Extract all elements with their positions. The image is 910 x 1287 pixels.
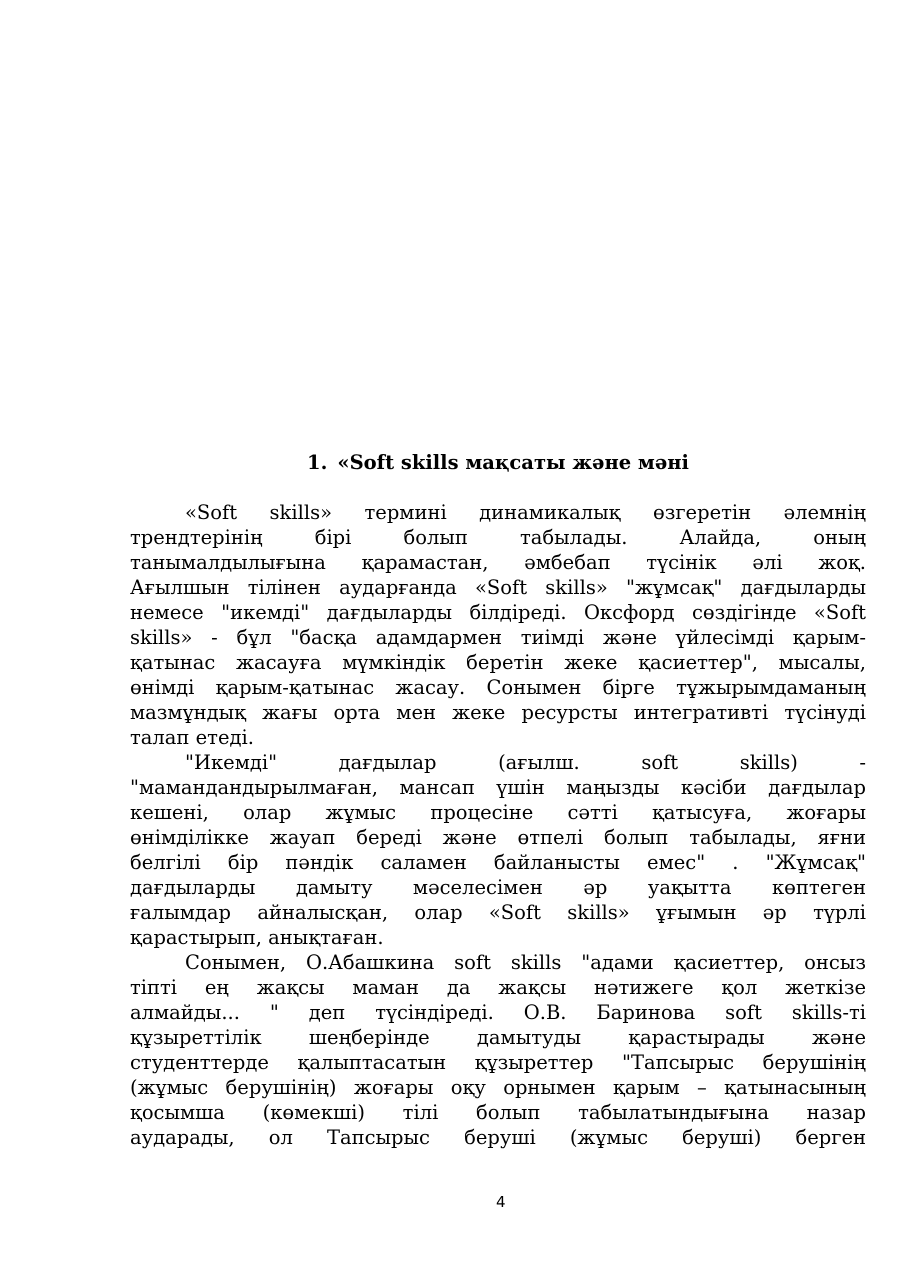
text-line: өнімді қарым-қатынас жасау. Сонымен бірге тұжырымдаманың — [130, 676, 866, 699]
text-line: «Soft skills» термині динамикалық өзгеретін әлемнің — [185, 501, 866, 524]
text-line: кешені, олар жұмыс процесіне сәтті қатысуға, жоғары — [130, 801, 866, 824]
text-line: Ағылшын тілінен аударғанда «Soft skills» "жұмсақ" дағдыларды — [130, 576, 866, 599]
text-line: қатынас жасауға мүмкіндік беретін жеке қасиеттер", мысалы, — [130, 651, 866, 674]
text-line: skills» - бұл "басқа адамдармен тиімді және үйлесімді қарым- — [130, 626, 866, 649]
text-line: немесе "икемді" дағдыларды білдіреді. Оксфорд сөздігінде «Soft — [130, 601, 866, 624]
text-line: (жұмыс берушінің) жоғары оқу орнымен қарым – қатынасының — [130, 1076, 866, 1099]
text-line: өнімділікке жауап береді және өтпелі болып табылады, яғни — [130, 826, 866, 849]
text-line: "Икемді" дағдылар (ағылш. soft skills) - — [185, 751, 866, 774]
section-number: 1. — [307, 451, 328, 474]
section-title: «Soft skills мақсаты және мәні — [337, 451, 689, 474]
text-line: студенттерде қалыптасатын құзыреттер "Тапсырыс берушінің — [130, 1051, 866, 1074]
text-line: трендтерінің бірі болып табылады. Алайда, оның — [130, 526, 866, 549]
text-line: дағдыларды дамыту мәселесімен әр уақытта көптеген — [130, 876, 866, 899]
text-line: қарастырып, анықтаған. — [130, 926, 384, 949]
text-line: аударады, ол Тапсырыс беруші (жұмыс беруші) берген — [130, 1126, 866, 1149]
text-line: ғалымдар айналысқан, олар «Soft skills» ұғымын әр түрлі — [130, 901, 866, 924]
text-line: белгілі бір пәндік саламен байланысты емес" . "Жұмсақ" — [130, 851, 866, 874]
text-line: қосымша (көмекші) тілі болып табылатындығына назар — [130, 1101, 866, 1124]
text-line: талап етеді. — [130, 726, 254, 749]
text-line: мазмұндық жағы орта мен жеке ресурсты интегративті түсінуді — [130, 701, 866, 724]
text-line: алмайды... " деп түсіндіреді. О.В. Баринова soft skills-ті — [130, 1001, 866, 1024]
text-line: құзыреттілік шеңберінде дамытуды қарастырады және — [130, 1026, 866, 1049]
text-line: тіпті ең жақсы маман да жақсы нәтижеге қол жеткізе — [130, 976, 866, 999]
body-text — [130, 500, 866, 1150]
text-line: "мамандандырылмаған, мансап үшін маңызды кәсіби дағдылар — [130, 776, 866, 799]
page-number: 4 — [496, 1193, 506, 1211]
text-line: Сонымен, О.Абашкина soft skills "адами қасиеттер, онсыз — [185, 951, 866, 974]
text-line: танымалдылығына қарамастан, әмбебап түсінік әлі жоқ. — [130, 551, 866, 574]
section-heading — [130, 449, 866, 477]
